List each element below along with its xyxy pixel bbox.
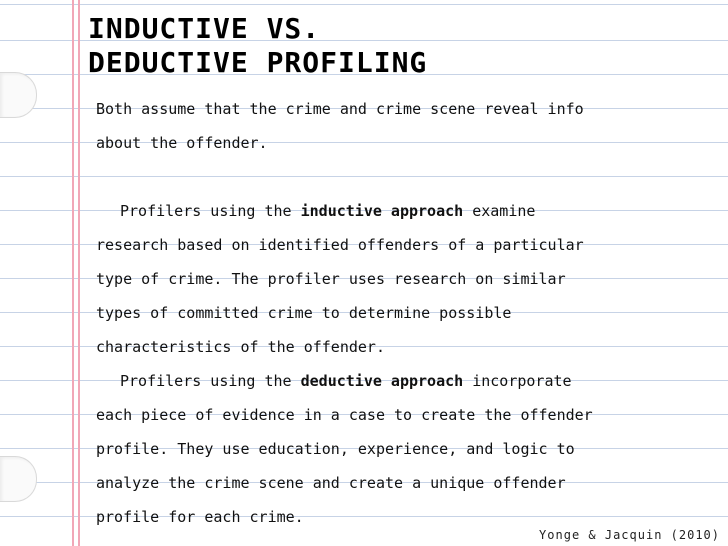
deductive-lead: Profilers using the bbox=[120, 372, 301, 390]
deductive-line-2: each piece of evidence in a case to create the offender bbox=[96, 406, 593, 424]
slide-title bbox=[88, 12, 427, 80]
inductive-line-4: types of committed crime to determine possible bbox=[96, 304, 512, 322]
deductive-line-4: analyze the crime scene and create a unique offender bbox=[96, 474, 566, 492]
binder-hole-bottom bbox=[0, 456, 37, 502]
inductive-line-2: research based on identified offenders of a particular bbox=[96, 236, 584, 254]
inductive-line-3: type of crime. The profiler uses research on similar bbox=[96, 270, 566, 288]
inductive-term: inductive approach bbox=[300, 202, 464, 220]
inductive-line-5: characteristics of the offender. bbox=[96, 338, 385, 356]
deductive-line-5: profile for each crime. bbox=[96, 508, 304, 526]
inductive-line-1 bbox=[96, 194, 716, 228]
deductive-line-1 bbox=[96, 364, 716, 398]
margin-line-left bbox=[72, 0, 74, 546]
deductive-tail: incorporate bbox=[463, 372, 572, 390]
binder-hole-top bbox=[0, 72, 37, 118]
margin-line-right bbox=[78, 0, 80, 546]
slide-body bbox=[96, 92, 716, 534]
inductive-lead: Profilers using the bbox=[120, 202, 301, 220]
intro-line-1: Both assume that the crime and crime scene reveal info bbox=[96, 100, 584, 118]
title-line-1: INDUCTIVE VS. bbox=[88, 12, 321, 45]
inductive-tail: examine bbox=[463, 202, 536, 220]
deductive-term: deductive approach bbox=[300, 372, 464, 390]
blank-line bbox=[96, 160, 716, 194]
citation: Yonge & Jacquin (2010) bbox=[539, 528, 720, 542]
title-line-2: DEDUCTIVE PROFILING bbox=[88, 46, 428, 79]
binder-holes bbox=[0, 0, 40, 546]
deductive-line-3: profile. They use education, experience, and logic to bbox=[96, 440, 575, 458]
intro-line-2: about the offender. bbox=[96, 134, 268, 152]
